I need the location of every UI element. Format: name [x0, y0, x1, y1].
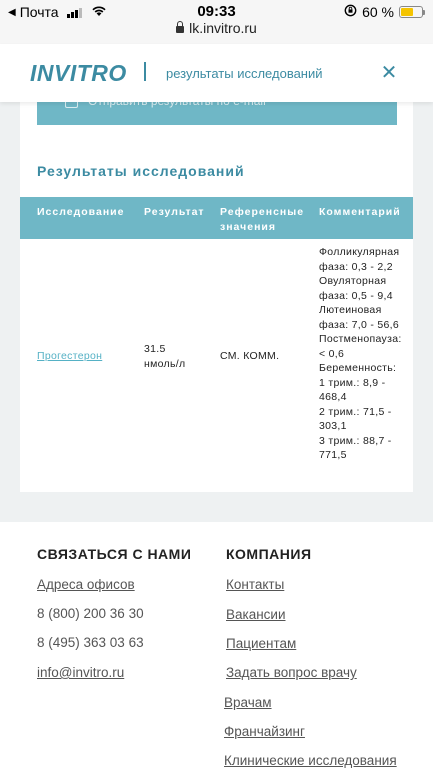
url-text[interactable]: lk.invitro.ru	[189, 20, 257, 36]
column-header-test: Исследование	[37, 206, 125, 218]
comment-line: 2 трим.: 71,5 -	[319, 405, 392, 418]
company-link-ask-doctor[interactable]: Задать вопрос врачу	[226, 665, 357, 680]
comment-line: фаза: 0,3 - 2,2	[319, 260, 393, 273]
comment-line: Лютеиновая	[319, 304, 382, 316]
offices-link[interactable]: Адреса офисов	[37, 577, 135, 592]
results-table-header	[20, 197, 413, 239]
comment-line: 771,5	[319, 449, 347, 461]
column-header-reference: Референсные значения	[220, 206, 305, 233]
comment-line: 3 трим.: 88,7 -	[319, 434, 392, 447]
phone-2[interactable]: 8 (495) 363 03 63	[37, 635, 144, 650]
company-link-clinical-trials[interactable]: Клинические исследования	[224, 753, 397, 768]
reference-value: СМ. КОММ.	[220, 350, 280, 362]
result-value: 31.5	[144, 343, 166, 355]
site-header	[0, 44, 433, 102]
logo-divider	[144, 62, 146, 81]
battery-fill	[401, 8, 413, 16]
battery-percent: 60 %	[362, 4, 394, 20]
back-arrow-icon[interactable]: ◀	[8, 6, 16, 18]
page-title: результаты исследований	[166, 66, 323, 81]
lock-icon	[176, 26, 184, 33]
status-time: 09:33	[197, 3, 236, 20]
send-email-button[interactable]	[37, 102, 397, 125]
company-link-doctors[interactable]: Врачам	[224, 695, 272, 710]
invitro-logo[interactable]: INVITRO	[30, 60, 127, 86]
phone-1[interactable]: 8 (800) 200 36 30	[37, 606, 144, 621]
comment-text	[319, 245, 411, 463]
comment-line: < 0,6	[319, 347, 345, 360]
close-icon[interactable]: ✕	[380, 62, 398, 84]
company-link-vacancies[interactable]: Вакансии	[226, 607, 286, 622]
result-unit: нмоль/л	[144, 358, 186, 370]
status-right	[344, 4, 423, 20]
url-bar[interactable]	[0, 20, 433, 36]
company-link-franchising[interactable]: Франчайзинг	[224, 724, 305, 739]
company-link-contacts[interactable]: Контакты	[226, 577, 285, 592]
comment-line: Беременность:	[319, 362, 397, 374]
status-bar	[0, 0, 433, 44]
comment-line: фаза: 0,5 - 9,4	[319, 289, 393, 302]
comment-line: Постменопауза:	[319, 333, 402, 345]
results-heading: Результаты исследований	[37, 163, 245, 179]
column-header-comment: Комментарий	[319, 206, 401, 218]
test-name-link[interactable]: Прогестерон	[37, 350, 103, 362]
carrier-label[interactable]: Почта	[19, 4, 59, 20]
company-link-patients[interactable]: Пациентам	[226, 636, 297, 651]
comment-line: Овуляторная	[319, 275, 387, 287]
contact-heading: СВЯЗАТЬСЯ С НАМИ	[37, 546, 192, 562]
comment-line: 1 трим.: 8,9 -	[319, 376, 386, 389]
email-link[interactable]: info@invitro.ru	[37, 665, 125, 680]
comment-line: Фолликулярная	[319, 246, 400, 258]
company-heading: КОМПАНИЯ	[226, 546, 312, 562]
battery-icon	[399, 6, 423, 18]
comment-line: 468,4	[319, 391, 347, 403]
comment-line: фаза: 7,0 - 56,6	[319, 318, 400, 331]
column-header-result: Результат	[144, 206, 205, 218]
orientation-lock-icon	[344, 4, 357, 20]
comment-line: 303,1	[319, 420, 347, 432]
